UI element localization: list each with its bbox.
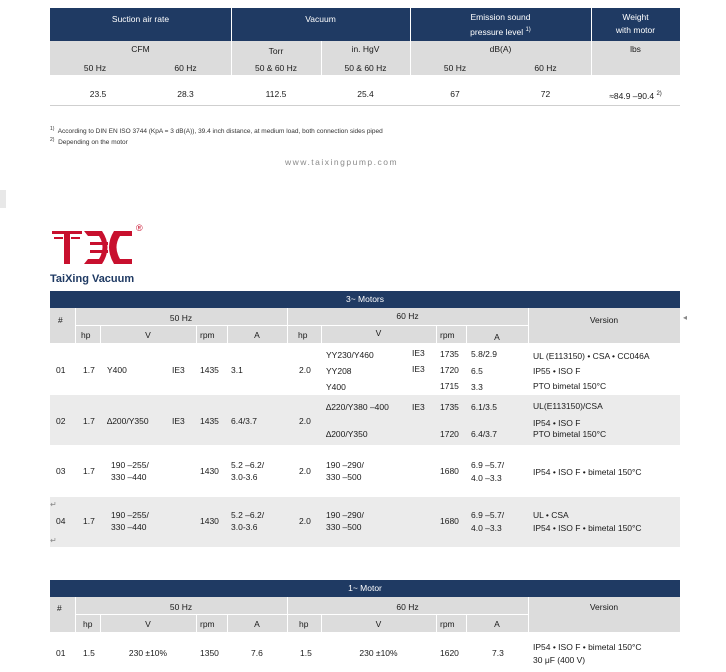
registered-mark: ®	[136, 223, 143, 233]
row-hp: 1.7	[83, 516, 95, 526]
col-60hz: 60 Hz	[396, 602, 419, 612]
company-name: TaiXing Vacuum	[50, 273, 135, 285]
col-hp2: hp	[298, 330, 308, 340]
row-num: 01	[56, 365, 66, 375]
row-ie2: IE3	[412, 402, 425, 412]
col-hp2: hp	[299, 619, 309, 629]
row-rpm2: 1680	[440, 516, 459, 526]
row-num: 04	[56, 516, 66, 526]
row-a2: 6.9 –5.7/	[471, 510, 505, 520]
unit-inhg: in. HgV	[351, 44, 380, 54]
header-emission: Emission sound	[470, 12, 531, 22]
row-version: UL • CSA	[533, 510, 569, 520]
row-a2: 4.0 –3.3	[471, 523, 502, 533]
col-v2: V	[375, 619, 382, 629]
row-a2: 5.8/2.9	[471, 349, 497, 359]
col-50hz: 50 Hz	[169, 602, 193, 612]
row-a2: 4.0 –3.3	[471, 473, 502, 483]
row-v2: YY208	[326, 366, 352, 376]
row-rpm: 1350	[200, 648, 219, 658]
sub-suction-60: 60 Hz	[174, 63, 197, 73]
row-v: 230 ±10%	[128, 648, 168, 658]
header-weight-2: with motor	[615, 25, 656, 35]
row-version: IP54 • ISO F • bimetal 150°C	[533, 523, 642, 533]
row-v: 190 –255/	[111, 460, 149, 470]
header-weight: Weight	[622, 12, 649, 22]
row-hp2: 2.0	[299, 416, 311, 426]
row-v2: 190 –290/	[326, 460, 364, 470]
col-num: #	[58, 315, 63, 325]
row-a2: 6.5	[471, 366, 483, 376]
row-v: Y400	[107, 365, 127, 375]
row-rpm2: 1620	[440, 648, 459, 658]
row-a: 5.2 –6.2/	[231, 460, 265, 470]
row-hp2: 2.0	[299, 365, 311, 375]
row-a: 6.4/3.7	[231, 416, 257, 426]
header-vacuum: Vacuum	[305, 14, 336, 24]
row-hp2: 1.5	[300, 648, 312, 658]
col-version: Version	[589, 602, 619, 612]
row-hp: 1.7	[83, 365, 95, 375]
three-phase-title: 3~ Motors	[345, 294, 385, 304]
row-rpm2: 1720	[440, 365, 459, 375]
row-num: 01	[56, 648, 66, 658]
row-hp2: 2.0	[299, 466, 311, 476]
header-suction: Suction air rate	[111, 14, 170, 24]
col-50hz: 50 Hz	[169, 313, 193, 323]
value-suction-50: 23.5	[89, 89, 107, 99]
row-rpm: 1430	[200, 516, 219, 526]
row-rpm2: 1680	[440, 466, 459, 476]
value-torr: 112.5	[265, 89, 287, 99]
unit-torr: Torr	[268, 46, 284, 56]
row-ie: IE3	[172, 365, 185, 375]
row-ie2: IE3	[412, 348, 425, 358]
col-hp: hp	[81, 330, 91, 340]
row-rpm: 1430	[200, 466, 219, 476]
row-a2: 7.3	[492, 648, 504, 658]
row-version: PTO bimetal 150°C	[533, 429, 607, 439]
row-v: 330 –440	[111, 522, 147, 532]
unit-db: dB(A)	[489, 44, 512, 54]
col-rpm: rpm	[200, 330, 215, 340]
row-rpm: 1435	[200, 416, 219, 426]
col-v2: V	[375, 328, 382, 338]
col-60hz: 60 Hz	[396, 311, 419, 321]
single-phase-title: 1~ Motor	[348, 583, 382, 593]
row-ie: IE3	[172, 416, 185, 426]
row-v: 190 –255/	[111, 510, 149, 520]
unit-lbs: lbs	[630, 44, 641, 54]
row-v2: Y400	[326, 382, 346, 392]
row-v2: 230 ±10%	[359, 648, 398, 658]
col-v: V	[145, 330, 151, 340]
col-a: A	[254, 619, 260, 629]
row-hp: 1.5	[83, 648, 95, 658]
row-version: PTO bimetal 150°C	[533, 381, 607, 391]
row-v2: YY230/Y460	[326, 350, 374, 360]
value-weight: ≈84.9 –90.4 $^{2)}$	[609, 90, 662, 101]
row-a: 3.1	[231, 365, 243, 375]
row-num: 02	[56, 416, 66, 426]
row-version: UL(E113150)/CSA	[533, 401, 603, 411]
row-a2: 6.4/3.7	[471, 429, 497, 439]
sub-inhg: 50 & 60 Hz	[344, 63, 387, 73]
row-version: UL (E113150) • CSA • CC046A	[533, 351, 650, 361]
row-version: IP55 • ISO F	[533, 366, 581, 376]
sub-torr: 50 & 60 Hz	[254, 63, 298, 73]
value-inhg: 25.4	[357, 89, 374, 99]
unit-cfm: CFM	[131, 44, 150, 54]
txc-logo-mark	[50, 226, 148, 266]
footnote-2: $^{2)}$ Depending on the motor	[50, 137, 128, 147]
row-num: 03	[56, 466, 66, 476]
row-v: ∆200/Y350	[107, 416, 149, 426]
row-a: 5.2 –6.2/	[231, 510, 265, 520]
row-version: IP54 • ISO F	[533, 418, 581, 428]
col-version: Version	[589, 315, 619, 325]
col-num: #	[57, 603, 62, 613]
col-rpm: rpm	[200, 619, 215, 629]
col-hp: hp	[83, 619, 93, 629]
col-a2: A	[494, 332, 500, 342]
row-rpm2: 1735	[440, 349, 459, 359]
row-hp2: 2.0	[299, 516, 311, 526]
row-a2: 6.9 –5.7/	[471, 460, 505, 470]
sub-suction-50: 50 Hz	[83, 63, 107, 73]
row-version: IP54 • ISO F • bimetal 150°C	[533, 467, 642, 477]
company-logo	[50, 223, 160, 288]
row-v2: 190 –290/	[326, 510, 364, 520]
row-a: 3.0-3.6	[231, 522, 258, 532]
value-suction-60: 28.3	[177, 89, 194, 99]
col-rpm2: rpm	[440, 619, 455, 629]
col-a: A	[254, 330, 260, 340]
row-ie2: IE3	[412, 364, 425, 374]
row-a: 7.6	[251, 648, 263, 658]
value-emission-60: 72	[540, 89, 551, 99]
col-a2: A	[494, 619, 500, 629]
sub-emission-60: 60 Hz	[534, 63, 557, 73]
row-a: 3.0-3.6	[231, 472, 258, 482]
row-hp: 1.7	[83, 466, 95, 476]
row-v2: ∆220/Y380 –400	[326, 402, 389, 412]
row-rpm2: 1715	[440, 381, 459, 391]
row-v2: ∆200/Y350	[326, 429, 368, 439]
row-rpm: 1435	[200, 365, 219, 375]
header-emission-2: pressure level $^{1)}$	[470, 26, 531, 37]
value-emission-50: 67	[450, 89, 460, 99]
row-v: 330 –440	[111, 472, 147, 482]
footnote-1: $^{1)}$ According to DIN EN ISO 3744 (KpA = 3 dB(A)), 39.4 inch distance, at medium load, both connection sides piped	[50, 126, 383, 136]
row-rpm2: 1720	[440, 429, 459, 439]
col-v: V	[145, 619, 151, 629]
website-url[interactable]: www.taixingpump.com	[285, 157, 399, 167]
sub-emission-50: 50 Hz	[443, 63, 467, 73]
row-hp: 1.7	[83, 416, 95, 426]
col-rpm2: rpm	[440, 330, 455, 340]
row-a2: 6.1/3.5	[471, 402, 497, 412]
row-v2: 330 –500	[326, 472, 362, 482]
row-rpm2: 1735	[440, 402, 459, 412]
row-v2: 330 –500	[326, 522, 362, 532]
row-a2: 3.3	[471, 382, 483, 392]
row-version: 30 μF (400 V)	[533, 655, 586, 665]
row-version: IP54 • ISO F • bimetal 150°C	[533, 642, 642, 652]
